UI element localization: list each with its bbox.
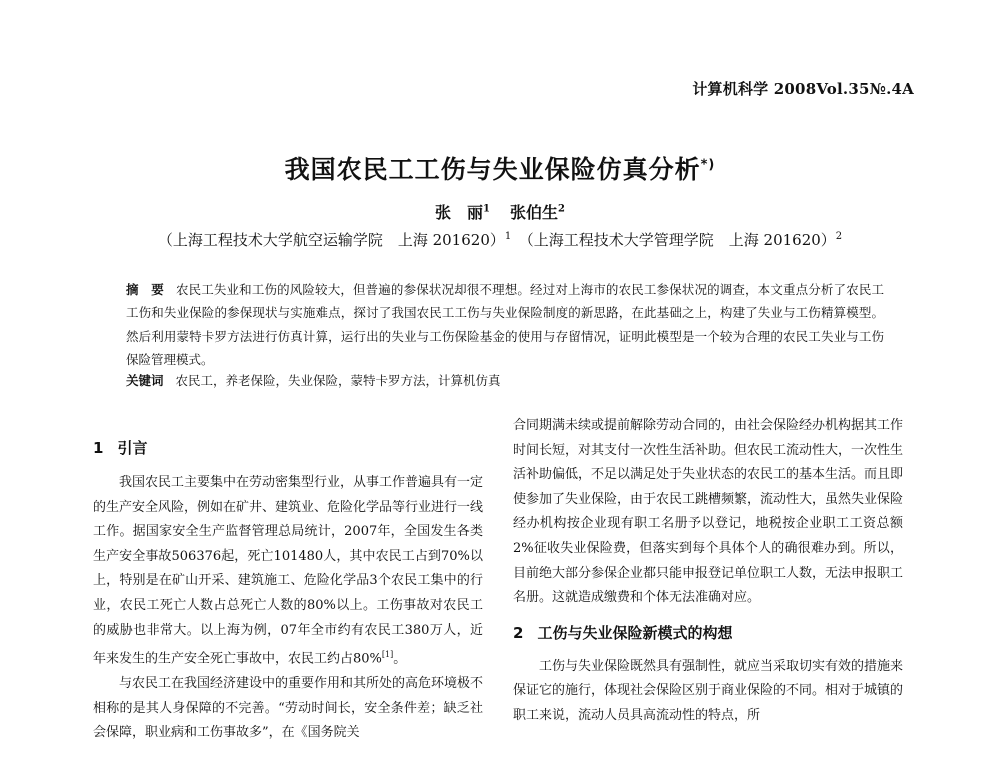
title-footnote-mark: *) — [700, 157, 716, 173]
author-1-affil-mark: 1 — [483, 203, 490, 215]
citation-1: [1] — [381, 650, 394, 660]
section-2-number: 2 — [513, 623, 524, 642]
abstract — [126, 278, 884, 371]
section-2-heading — [513, 621, 903, 645]
section-1-heading — [93, 436, 483, 460]
keywords — [126, 370, 884, 392]
right-column — [513, 414, 903, 729]
keywords-text: 农民工，养老保险，失业保险，蒙特卡罗方法，计算机仿真 — [175, 373, 501, 388]
journal-header: 计算机科学 2008Vol.35№.4A — [692, 80, 914, 98]
intro-paragraph-1-text: 我国农民工主要集中在劳动密集型行业，从事工作普遍具有一定的生产安全风险，例如在矿井、建筑业、危险化学品等行业进行一线工作。据国家安全生产监督管理总局统计，2007年，全国发生各类生产安全事故506376起，死亡101480人，其中农民工占到70%以上，特别是在矿山开采、建筑施工、危险化学品3个农民工集中的行业，农民工死亡人数占总死亡人数的80%以上。工伤事故对农民工的威胁也非常大。以上海为例，07年全市约有农民工380万人，近年来发生的生产安全死亡事故中，农民工约占80% — [93, 475, 484, 667]
paper-title — [0, 150, 1000, 186]
continuation-paragraph: 合同期满未续或提前解除劳动合同的，由社会保险经办机构据其工作时间长短，对其支付一次性生活补助。但农民工流动性大，一次性生活补助偏低，不足以满足处于失业状态的农民工的基本生活。而且即使参加了失业保险，由于农民工跳槽频繁，流动性大，虽然失业保险经办机构按企业现有职工名册予以登记，地税按企业职工工资总额2%征收失业保险费，但落实到每个具体个人的确很难办到。所以，目前绝大部分参保企业都只能申报登记单位职工人数，无法申报职工名册。这就造成缴费和个体无法准确对应。 — [513, 418, 904, 606]
author-2: 张伯生 — [510, 203, 559, 222]
section-2-title: 工伤与失业保险新模式的构想 — [537, 623, 733, 642]
affiliation-2-mark: 2 — [835, 231, 843, 242]
affiliation-line — [0, 229, 1000, 250]
section-2-paragraph: 工伤与失业保险既然具有强制性，就应当采取切实有效的措施来保证它的施行，体现社会保险区别于商业保险的不同。相对于城镇的职工来说，流动人员具高流动性的特点，所 — [513, 658, 904, 723]
intro-paragraph-1 — [93, 471, 483, 672]
intro-paragraph-2: 与农民工在我国经济建设中的重要作用和其所处的高危环境极不相称的是其人身保障的不完善。“劳动时间长，安全条件差；缺乏社会保障，职业病和工伤事故多”，在《国务院关 — [93, 676, 484, 741]
intro-paragraph-1-end: 。 — [393, 651, 407, 667]
keywords-label: 关键词 — [126, 373, 164, 388]
title-text: 我国农民工工伤与失业保险仿真分析 — [284, 155, 701, 184]
left-column — [93, 414, 483, 746]
affiliation-1-mark: 1 — [504, 231, 512, 242]
abstract-label: 摘 要 — [126, 282, 164, 297]
author-2-affil-mark: 2 — [558, 203, 565, 215]
author-1: 张 丽 — [435, 203, 484, 222]
affiliation-1: （上海工程技术大学航空运输学院 上海 201620） — [157, 231, 505, 249]
section-1-title: 引言 — [117, 439, 148, 457]
section-1-number: 1 — [93, 439, 104, 457]
author-line — [0, 200, 1000, 223]
affiliation-2: （上海工程技术大学管理学院 上海 201620） — [526, 231, 836, 249]
abstract-text: 农民工失业和工伤的风险较大，但普遍的参保状况却很不理想。经过对上海市的农民工参保状况的调查，本文重点分析了农民工工伤和失业保险的参保现状与实施难点，探讨了我国农民工工伤与失业保险制度的新思路，在此基础之上，构建了失业与工伤精算模型。然后利用蒙特卡罗方法进行仿真计算，运行出的失业与工伤保险基金的使用与存留情况，证明此模型是一个较为合理的农民工失业与工伤保险管理模式。 — [126, 282, 884, 367]
